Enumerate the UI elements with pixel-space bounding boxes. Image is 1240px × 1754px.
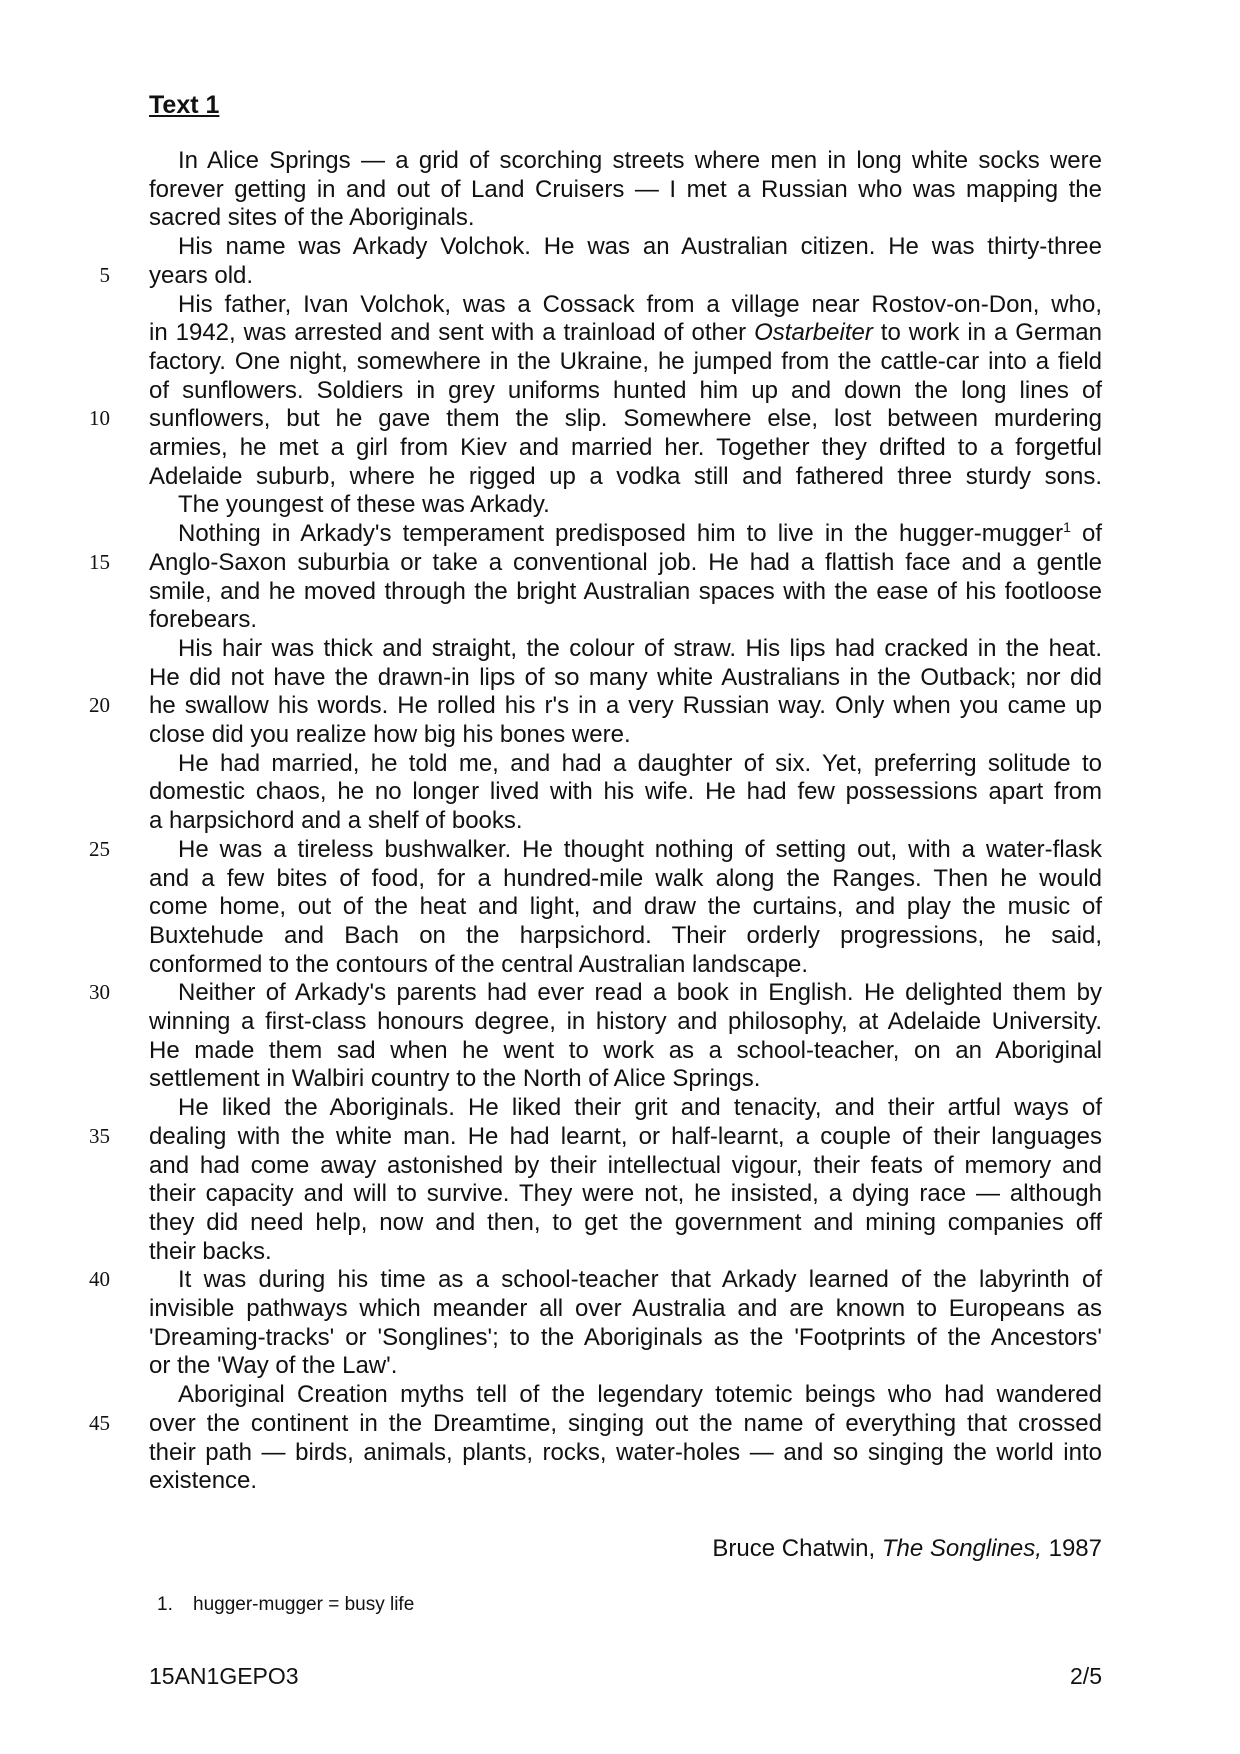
passage-line: or the 'Way of the Law'. <box>149 1352 398 1379</box>
passage-line: forebears. <box>149 606 258 633</box>
passage-line: winning a first-class honours degree, in history and philosophy, at Adelaide University. <box>149 1008 1102 1035</box>
passage-line: they did need help, now and then, to get the government and mining companies off <box>149 1209 1102 1236</box>
passage-line: He liked the Aboriginals. He liked their grit and tenacity, and their artful ways of <box>178 1094 1102 1121</box>
passage-line <box>149 318 1102 347</box>
passage-line: Adelaide suburb, where he rigged up a vodka still and fathered three sturdy sons. <box>149 463 1102 490</box>
passage-line: their capacity and will to survive. They were not, he insisted, a dying race — although <box>149 1180 1102 1207</box>
passage-line: settlement in Walbiri country to the North of Alice Springs. <box>149 1065 761 1092</box>
passage-line: and had come away astonished by their intellectual vigour, their feats of memory and <box>149 1152 1102 1179</box>
passage-line: come home, out of the heat and light, and draw the curtains, and play the music of <box>149 893 1102 920</box>
footnote-text: hugger-mugger = busy life <box>193 1594 415 1615</box>
passage-line: their path — birds, animals, plants, rocks, water-holes — and so singing the world into <box>149 1439 1102 1466</box>
passage-line: armies, he met a girl from Kiev and married her. Together they drifted to a forgetful <box>149 434 1102 461</box>
line-segment-pre: Nothing in Arkady's temperament predisposed him to live in the hugger-mugger <box>178 520 1064 547</box>
passage-line: He made them sad when he went to work as a school-teacher, on an Aboriginal <box>149 1037 1102 1064</box>
line-number: 15 <box>89 550 110 574</box>
passage-line: In Alice Springs — a grid of scorching streets where men in long white socks were <box>178 147 1102 174</box>
passage-line: of sunflowers. Soldiers in grey uniforms hunted him up and down the long lines of <box>149 377 1102 404</box>
passage-line: Aboriginal Creation myths tell of the legendary totemic beings who had wandered <box>178 1381 1102 1408</box>
passage-line: forever getting in and out of Land Cruisers — I met a Russian who was mapping the <box>149 176 1102 203</box>
line-segment-post: of <box>1070 520 1102 547</box>
passage-line: He did not have the drawn-in lips of so many white Australians in the Outback; nor did <box>149 664 1102 691</box>
passage-line: Buxtehude and Bach on the harpsichord. Their orderly progressions, he said, <box>149 922 1102 949</box>
passage-line: It was during his time as a school-teacher that Arkady learned of the labyrinth of <box>178 1266 1102 1293</box>
line-number: 10 <box>89 406 110 430</box>
passage-line: 'Dreaming-tracks' or 'Songlines'; to the Aboriginals as the 'Footprints of the Ancestors' <box>149 1324 1102 1351</box>
passage-line: smile, and he moved through the bright Australian spaces with the ease of his footloose <box>149 578 1102 605</box>
passage-line: sacred sites of the Aboriginals. <box>149 204 475 231</box>
passage-line: He was a tireless bushwalker. He thought nothing of setting out, with a water-flask <box>178 836 1102 863</box>
line-segment-sup: 1 <box>1063 519 1071 535</box>
passage-line: dealing with the white man. He had learnt, or half-learnt, a couple of their languages <box>149 1123 1102 1150</box>
passage-line: conformed to the contours of the central Australian landscape. <box>149 951 809 978</box>
line-segment-post: to work in a German <box>872 319 1102 346</box>
document-code: 15AN1GEPO3 <box>149 1663 299 1689</box>
passage-line: The youngest of these was Arkady. <box>178 491 550 518</box>
passage-line: He had married, he told me, and had a daughter of six. Yet, preferring solitude to <box>178 750 1102 777</box>
attribution <box>712 1534 1102 1563</box>
passage-line: he swallow his words. He rolled his r's in a very Russian way. Only when you came up <box>149 692 1102 719</box>
footnote-number: 1. <box>157 1594 173 1615</box>
line-number: 30 <box>89 980 110 1004</box>
passage-line: His father, Ivan Volchok, was a Cossack from a village near Rostov-on-Don, who, <box>178 291 1102 318</box>
line-number: 40 <box>89 1267 110 1291</box>
passage-line <box>178 519 1102 548</box>
passage-line: Anglo-Saxon suburbia or take a conventional job. He had a flattish face and a gentle <box>149 549 1102 576</box>
text-heading: Text 1 <box>149 91 220 119</box>
passage-line: Neither of Arkady's parents had ever read a book in English. He delighted them by <box>178 979 1102 1006</box>
passage-line: and a few bites of food, for a hundred-mile walk along the Ranges. Then he would <box>149 865 1102 892</box>
line-segment-pre: in 1942, was arrested and sent with a trainload of other <box>149 319 755 346</box>
passage-line: existence. <box>149 1467 258 1494</box>
line-number: 5 <box>99 263 110 287</box>
passage-line: their backs. <box>149 1238 272 1265</box>
attribution-author: Bruce Chatwin, <box>712 1535 882 1562</box>
passage-line: sunflowers, but he gave them the slip. Somewhere else, lost between murdering <box>149 405 1102 432</box>
passage-line: domestic chaos, he no longer lived with his wife. He had few possessions apart from <box>149 778 1102 805</box>
line-segment-em: Ostarbeiter <box>754 319 873 346</box>
line-number: 45 <box>89 1411 110 1435</box>
attribution-year: 1987 <box>1041 1535 1102 1562</box>
passage-line: invisible pathways which meander all over Australia and are known to Europeans as <box>149 1295 1102 1322</box>
passage-line: over the continent in the Dreamtime, singing out the name of everything that crossed <box>149 1410 1102 1437</box>
passage-line: factory. One night, somewhere in the Ukraine, he jumped from the cattle-car into a field <box>149 348 1102 375</box>
passage-line: His hair was thick and straight, the colour of straw. His lips had cracked in the heat. <box>178 635 1102 662</box>
passage-line: close did you realize how big his bones were. <box>149 721 631 748</box>
passage-line: years old. <box>149 262 254 289</box>
passage-line: a harpsichord and a shelf of books. <box>149 807 523 834</box>
line-number: 35 <box>89 1124 110 1148</box>
attribution-title: The Songlines, <box>881 1535 1042 1562</box>
line-number: 25 <box>89 837 110 861</box>
page-number: 2/5 <box>1070 1663 1102 1689</box>
footnote <box>157 1593 414 1617</box>
passage-line: His name was Arkady Volchok. He was an Australian citizen. He was thirty-three <box>178 233 1102 260</box>
line-number: 20 <box>89 693 110 717</box>
